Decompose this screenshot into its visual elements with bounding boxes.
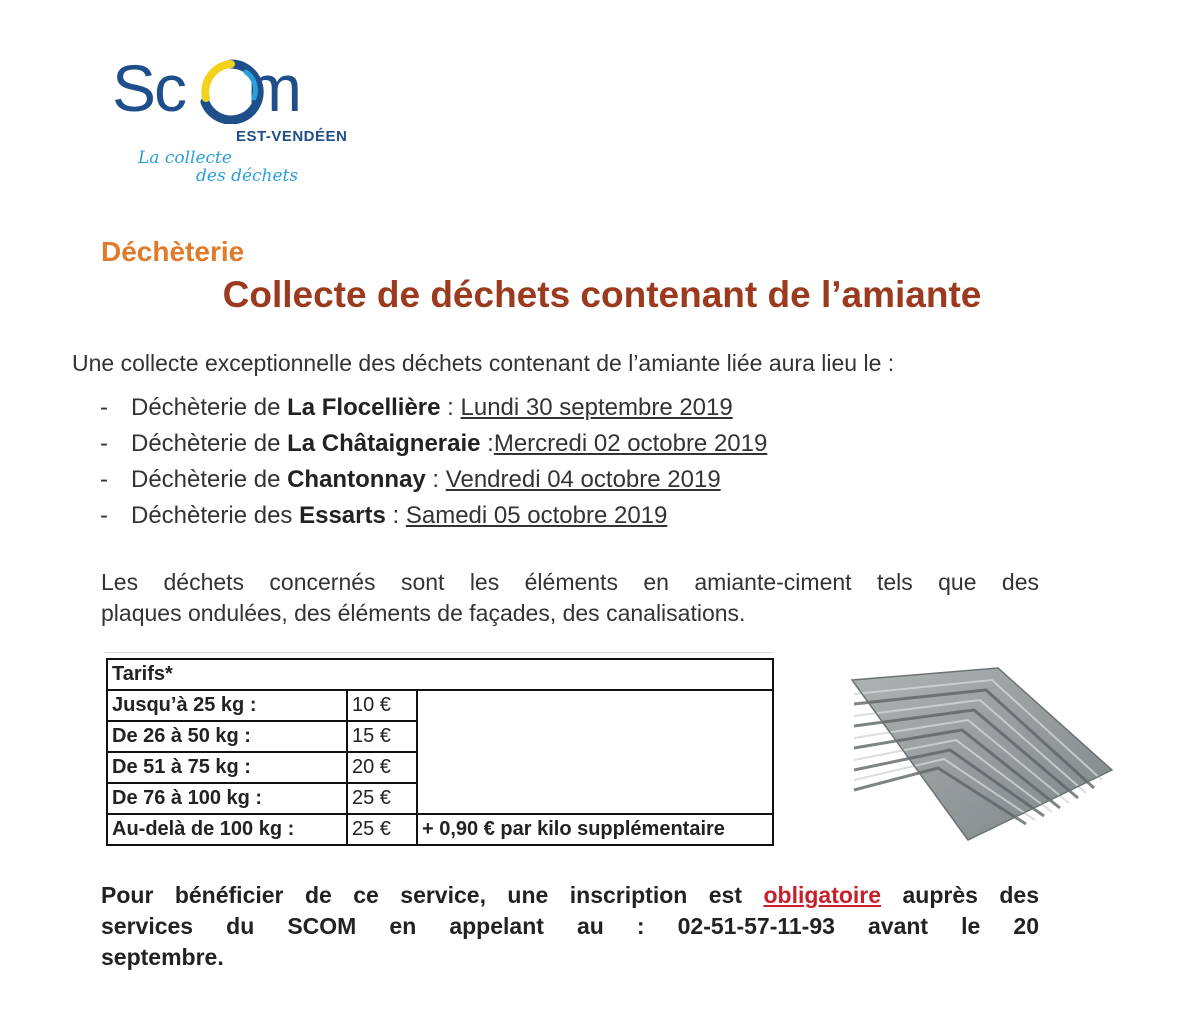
list-item: - Déchèterie des Essarts : Samedi 05 octobre 2019: [100, 502, 668, 529]
list-item: - Déchèterie de Chantonnay : Vendredi 04 octobre 2019: [100, 466, 721, 493]
description-paragraph: Les déchets concernés sont les éléments en amiante-ciment tels que des plaques ondulées, des éléments de façades, des canalisations.: [101, 569, 1039, 626]
logo-ring-icon: [196, 58, 266, 124]
logo-tagline-2: des déchets: [196, 166, 299, 186]
logo-subtitle: EST-VENDÉEN: [236, 128, 348, 145]
table-row: De 26 à 50 kg : 15 €: [107, 721, 773, 752]
tarifs-header: Tarifs*: [107, 659, 773, 690]
tarifs-table: [106, 658, 774, 846]
table-row: De 76 à 100 kg : 25 €: [107, 783, 773, 814]
table-row: [107, 659, 773, 690]
list-item: - Déchèterie de La Châtaigneraie :Mercredi 02 octobre 2019: [100, 430, 768, 457]
corrugated-sheet-image: [848, 664, 1114, 844]
table-row: Jusqu’à 25 kg : 10 €: [107, 690, 773, 721]
table-row: De 51 à 75 kg : 20 €: [107, 752, 773, 783]
registration-notice: Pour bénéficier de ce service, une inscription est obligatoire auprès des services du SCOM en appelant au : 02-51-57-11-93 avant le 20 septembre.: [101, 882, 1039, 970]
list-item: - Déchèterie de La Flocellière : Lundi 30 septembre 2019: [100, 394, 733, 421]
section-kicker: Déchèterie: [101, 236, 245, 267]
intro-text: Une collecte exceptionnelle des déchets contenant de l’amiante liée aura lieu le :: [72, 350, 895, 376]
mandatory-emphasis: obligatoire: [763, 882, 882, 908]
collection-sites-list: [100, 392, 767, 536]
logo-wordmark: Sc m: [112, 51, 301, 125]
logo-tagline-1: La collecte: [138, 148, 232, 168]
page-title: Collecte de déchets contenant de l’amiante: [222, 274, 982, 315]
scom-logo: [112, 48, 352, 198]
table-row: Au-delà de 100 kg : 25 € + 0,90 € par kilo supplémentaire: [107, 814, 773, 845]
